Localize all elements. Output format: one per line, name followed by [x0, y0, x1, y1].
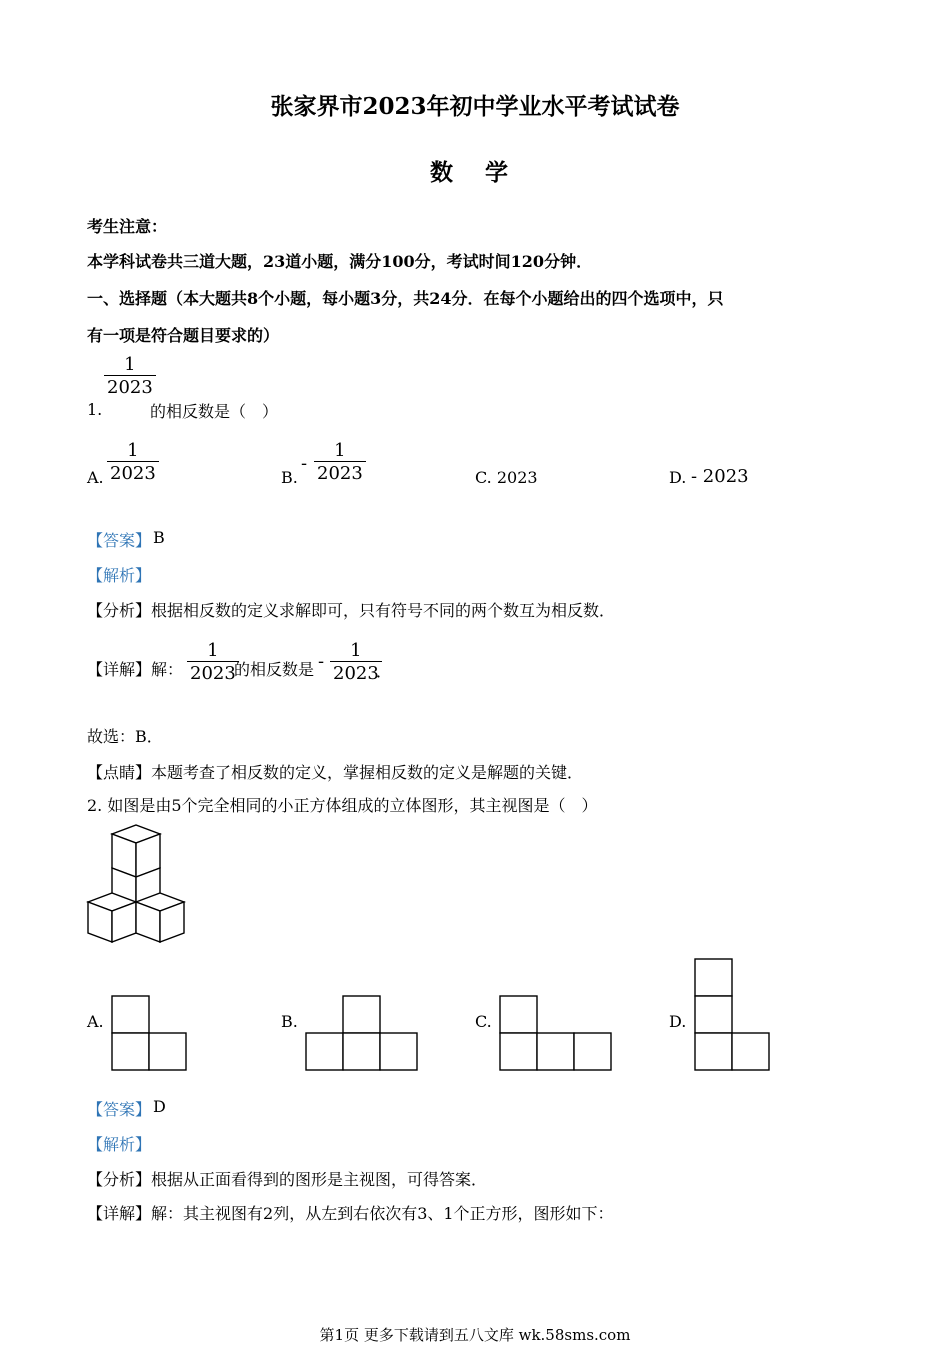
- square: [343, 1033, 380, 1070]
- exam-title: 张家界市2023年初中学业水平考试试卷: [270, 93, 680, 120]
- q1-detail-mid: 的相反数是: [234, 660, 315, 679]
- square: [695, 996, 732, 1033]
- q2-detail: [87, 1201, 614, 1224]
- q1-option-b-fraction: [314, 440, 366, 484]
- q2-cube-figure: [84, 822, 194, 948]
- square: [695, 959, 732, 996]
- q2-analysis-tag: 【解析】: [87, 1135, 152, 1154]
- q2-answer: D: [153, 1097, 166, 1116]
- frac-den: 2023: [330, 661, 382, 684]
- q1-option-a-fraction: [107, 440, 159, 484]
- notice-text: 本学科试卷共三道大题，23道小题，满分100分，考试时间120分钟．: [87, 252, 593, 271]
- square: [732, 1033, 769, 1070]
- square: [343, 996, 380, 1033]
- page-footer: 第1页 更多下载请到五八文库 wk.58sms.com: [319, 1326, 631, 1344]
- frac-num: 1: [207, 640, 219, 661]
- q2-option-b-label: B.: [281, 1012, 298, 1031]
- q1-stem: 的相反数是（ ）: [150, 402, 279, 421]
- q2-stem: 2. 如图是由5个完全相同的小正方体组成的立体图形，其主视图是（ ）: [87, 796, 598, 815]
- square: [112, 996, 149, 1033]
- fenxi-tag: 【分析】: [87, 1170, 152, 1189]
- q1-comment: [87, 760, 583, 783]
- comment-text: 本题考查了相反数的定义，掌握相反数的定义是解题的关键．: [151, 763, 584, 782]
- square: [112, 1033, 149, 1070]
- q2-option-d-figure: [693, 957, 773, 1074]
- frac-den: 2023: [314, 461, 366, 484]
- fenxi-text: 根据相反数的定义求解即可，只有符号不同的两个数互为相反数．: [151, 601, 616, 620]
- q1-answer-tag: 【答案】: [87, 531, 152, 550]
- square: [149, 1033, 186, 1070]
- frac-num: 1: [127, 440, 139, 461]
- q1-frac-num: 1: [124, 354, 136, 375]
- frac-num: 1: [350, 640, 362, 661]
- q1-option-c: C. 2023: [475, 468, 538, 487]
- q2-option-c-label: C.: [475, 1012, 492, 1031]
- frac-den: 2023: [107, 461, 159, 484]
- q2-fenxi: [87, 1167, 487, 1190]
- q1-option-b-label: B.: [281, 468, 298, 487]
- q1-option-b-sign: -: [301, 453, 308, 474]
- notice-heading: 考生注意：: [87, 217, 168, 236]
- square: [537, 1033, 574, 1070]
- square: [306, 1033, 343, 1070]
- detail-text: 解：其主视图有2列，从左到右依次有3、1个正方形，图形如下：: [151, 1204, 614, 1223]
- fenxi-text: 根据从正面看得到的图形是主视图，可得答案．: [151, 1170, 488, 1189]
- q2-option-a-label: A.: [87, 1012, 104, 1031]
- detail-tag: 【详解】: [87, 1204, 152, 1223]
- q1-detail-sign: -: [318, 651, 325, 672]
- detail-tag: 【详解】: [87, 660, 152, 679]
- section1-heading-line2: 有一项是符合题目要求的）: [87, 326, 280, 345]
- q2-option-c-figure: [498, 994, 615, 1074]
- square: [500, 1033, 537, 1070]
- q1-analysis-tag: 【解析】: [87, 566, 152, 585]
- subject-title: 数 学: [429, 159, 520, 186]
- q1-option-a-label: A.: [87, 468, 104, 487]
- fenxi-tag: 【分析】: [87, 601, 152, 620]
- q1-detail-prefix: [87, 657, 183, 680]
- q1-option-d-value: - 2023: [691, 466, 749, 487]
- q2-option-d-label: D.: [669, 1012, 687, 1031]
- q1-detail-end: ．: [376, 662, 393, 681]
- q1-choose: 故选：B．: [87, 727, 163, 746]
- q1-fenxi: [87, 598, 615, 621]
- square: [574, 1033, 611, 1070]
- q1-option-d-label: D.: [669, 468, 687, 487]
- frac-den: 2023: [187, 661, 239, 684]
- comment-tag: 【点睛】: [87, 763, 152, 782]
- frac-num: 1: [334, 440, 346, 461]
- q1-number: 1.: [87, 400, 103, 419]
- q1-frac-den: 2023: [104, 375, 156, 398]
- q2-option-a-figure: [110, 994, 190, 1074]
- q1-detail-fraction: [187, 640, 239, 684]
- square: [500, 996, 537, 1033]
- section1-heading-line1: 一、选择题（本大题共8个小题，每小题3分，共24分．在每个小题给出的四个选项中，只: [87, 289, 724, 308]
- q2-option-b-figure: [304, 994, 421, 1074]
- square: [695, 1033, 732, 1070]
- q1-fraction: [104, 354, 156, 398]
- q1-answer: B: [153, 528, 165, 547]
- detail-prefix: 解：: [151, 660, 184, 679]
- square: [380, 1033, 417, 1070]
- q2-answer-tag: 【答案】: [87, 1100, 152, 1119]
- q1-detail-fraction2: [330, 640, 382, 684]
